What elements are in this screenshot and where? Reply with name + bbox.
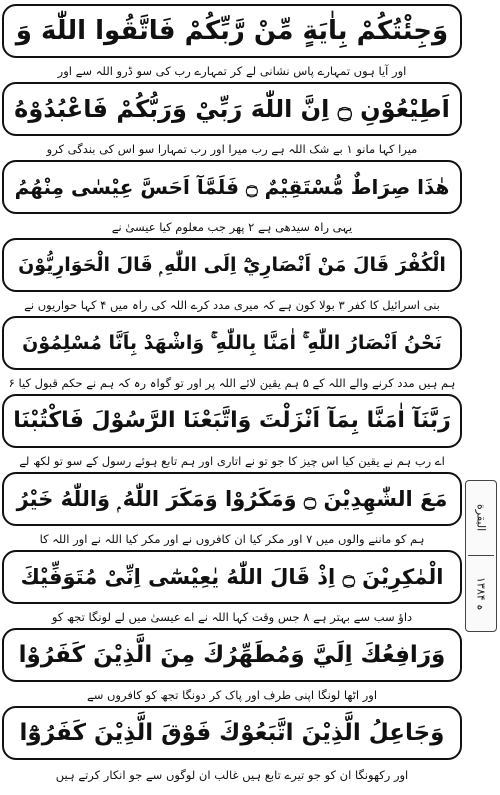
ayah-line bbox=[2, 160, 462, 214]
ayah-line bbox=[2, 550, 462, 604]
translation-line: داؤ سب سے بہتر ہے ۸ جس وقت کہا اللہ نے اے عیسیٰ میں لے لونگا تجھ کو bbox=[51, 610, 413, 624]
side-tab-top bbox=[466, 485, 496, 551]
translation-line: بنی اسرائیل کا کفر ۳ بولا کون ہے کہ میری مدد کرے اللہ کی راہ میں ۴ کہا حواریوں نے bbox=[24, 298, 440, 312]
ayah-line bbox=[2, 628, 462, 682]
ayah-line bbox=[2, 316, 462, 370]
ayah-line bbox=[2, 706, 462, 760]
ayah-text: الْمٰكِرِيْنَ ۝ اِذْ قَالَ اللّٰهُ يٰعِيْسٰٓى اِنِّىْ مُتَوَفِّيْكَ bbox=[20, 564, 444, 589]
translation-line: ہم ہیں مدد کرنے والے اللہ کے ۵ ہم یقین لائے اللہ پر اور تو گواہ رہ کہ ہم نے حکم قبول کیا ۶ bbox=[8, 376, 456, 390]
translation-line: میرا کہا مانو ۱ بے شک اللہ ہے رب میرا اور رب تمہارا سو اس کی بندگی کرو bbox=[46, 142, 418, 156]
translation-line: اے رب ہم نے یقین کیا اس چیز کا جو تو نے اتاری اور ہم تابع ہوئے رسول کے سو تو لکھ لے bbox=[19, 454, 445, 468]
translation-line: اور رکھونگا ان کو جو تیرے تابع ہیں غالب ان لوگوں سے جو انکار کرتے ہیں bbox=[55, 768, 409, 782]
ayah-line bbox=[2, 4, 462, 58]
translation-line: یہی راہ سیدھی ہے ۲ پھر جب معلوم کیا عیسیٰ نے bbox=[111, 220, 353, 234]
side-tab-number-label: ۱۳۸۴ ہ bbox=[474, 577, 488, 611]
translation-line: اور اٹھا لونگا اپنی طرف اور پاک کر دونگا تجھ کو کافروں سے bbox=[86, 688, 378, 702]
side-tab-divider bbox=[468, 555, 494, 556]
ayah-text: اَطِيْعُوْنِ ۝ اِنَّ اللّٰهَ رَبِّيْ وَرَبُّكُمْ فَاعْبُدُوْهُ bbox=[14, 95, 450, 123]
ayah-text: وَرَافِعُكَ اِلَيَّ وَمُطَهِّرُكَ مِنَ الَّذِيْنَ كَفَرُوْا bbox=[18, 641, 446, 668]
ayah-line bbox=[2, 238, 462, 292]
translation-line: اور آیا ہوں تمہارے پاس نشانی لے کر تمہارے رب کی سو ڈرو اللہ سے اور bbox=[57, 64, 407, 78]
ayah-text: وَجِئْتُكُمْ بِاٰيَةٍ مِّنْ رَّبِّكُمْ فَاتَّقُوا اللّٰهَ وَ bbox=[15, 16, 449, 46]
ayah-text: نَحْنُ اَنْصَارُ اللّٰهِ ۚ اٰمَنَّا بِاللّٰهِ ۚ وَاشْهَدْ بِاَنَّا مُسْلِمُوْنَ bbox=[22, 331, 442, 354]
ayah-text: هٰذَا صِرَاطٌ مُّسْتَقِيْمٌ ۝ فَلَمَّآ اَحَسَّ عِيْسٰى مِنْهُمُ bbox=[14, 175, 450, 199]
side-tab-bottom bbox=[466, 561, 496, 627]
ayah-line bbox=[2, 394, 462, 448]
ayah-text: مَعَ الشّٰهِدِيْنَ ۝ وَمَكَرُوْا وَمَكَرَ اللّٰهُ ۭ وَاللّٰهُ خَيْرُ bbox=[16, 486, 448, 511]
ayah-line bbox=[2, 472, 462, 526]
ayah-line bbox=[2, 82, 462, 136]
ayah-text: وَجَاعِلُ الَّذِيْنَ اتَّبَعُوْكَ فَوْقَ الَّذِيْنَ كَفَرُوْٓا bbox=[19, 719, 445, 746]
ayah-text: الْكُفْرَ قَالَ مَنْ اَنْصَارِيْٓ اِلَى اللّٰهِ ۭ قَالَ الْحَوَارِيُّوْنَ bbox=[18, 253, 446, 276]
surah-side-tab bbox=[465, 480, 497, 632]
ayah-text: رَبَّنَآ اٰمَنَّا بِمَآ اَنْزَلْتَ وَاتَّبَعْنَا الرَّسُوْلَ فَاكْتُبْنَا bbox=[13, 408, 451, 433]
side-tab-surah-label: البقرة bbox=[474, 504, 488, 532]
translation-line: ہم کو ماننے والوں میں ۷ اور مکر کیا ان کافروں نے اور مکر کیا اللہ نے اور اللہ کا bbox=[39, 532, 425, 546]
